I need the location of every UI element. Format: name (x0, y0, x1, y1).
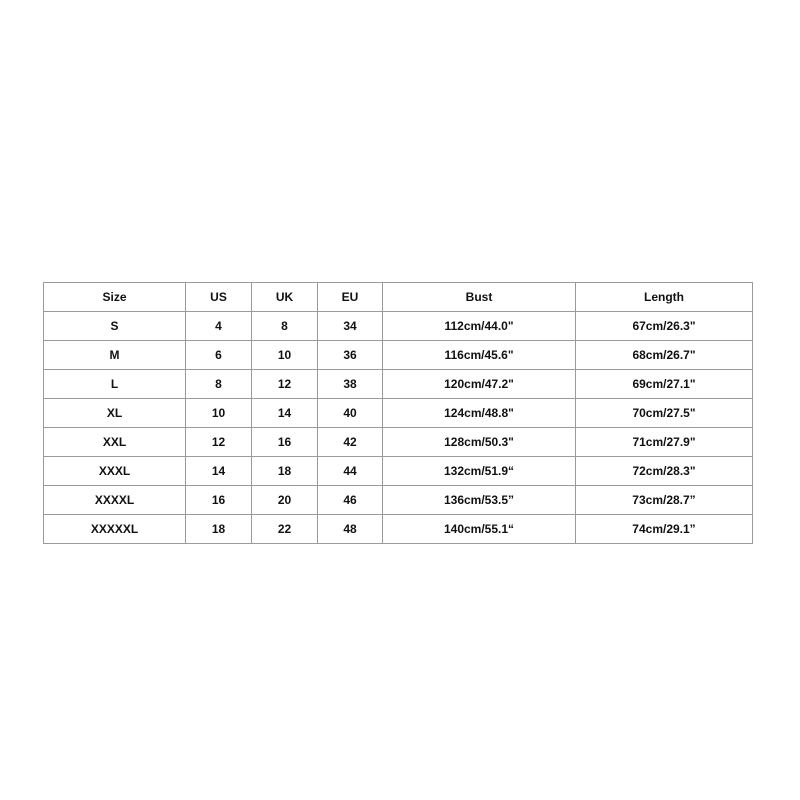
cell-length: 69cm/27.1" (576, 370, 753, 399)
cell-eu: 40 (318, 399, 383, 428)
cell-size: XXXL (44, 457, 186, 486)
table-row (44, 312, 753, 341)
header-uk: UK (252, 283, 318, 312)
cell-uk: 8 (252, 312, 318, 341)
cell-uk: 20 (252, 486, 318, 515)
cell-bust: 112cm/44.0" (383, 312, 576, 341)
cell-us: 6 (186, 341, 252, 370)
header-eu: EU (318, 283, 383, 312)
cell-length: 70cm/27.5" (576, 399, 753, 428)
cell-eu: 36 (318, 341, 383, 370)
cell-bust: 116cm/45.6" (383, 341, 576, 370)
cell-length: 71cm/27.9" (576, 428, 753, 457)
header-us: US (186, 283, 252, 312)
cell-eu: 46 (318, 486, 383, 515)
table-row (44, 515, 753, 544)
cell-bust: 128cm/50.3" (383, 428, 576, 457)
cell-length: 67cm/26.3" (576, 312, 753, 341)
table-header-row (44, 283, 753, 312)
cell-bust: 136cm/53.5” (383, 486, 576, 515)
cell-size: XL (44, 399, 186, 428)
cell-us: 14 (186, 457, 252, 486)
table-row (44, 399, 753, 428)
cell-us: 8 (186, 370, 252, 399)
cell-us: 12 (186, 428, 252, 457)
cell-size: S (44, 312, 186, 341)
cell-bust: 132cm/51.9“ (383, 457, 576, 486)
table-row (44, 486, 753, 515)
cell-us: 10 (186, 399, 252, 428)
table-row (44, 341, 753, 370)
cell-eu: 34 (318, 312, 383, 341)
table-row (44, 370, 753, 399)
cell-length: 73cm/28.7” (576, 486, 753, 515)
cell-eu: 42 (318, 428, 383, 457)
cell-uk: 14 (252, 399, 318, 428)
cell-us: 4 (186, 312, 252, 341)
cell-uk: 22 (252, 515, 318, 544)
header-length: Length (576, 283, 753, 312)
cell-size: M (44, 341, 186, 370)
cell-size: XXXXL (44, 486, 186, 515)
cell-size: XXL (44, 428, 186, 457)
header-bust: Bust (383, 283, 576, 312)
cell-bust: 140cm/55.1“ (383, 515, 576, 544)
size-chart-table (43, 282, 753, 544)
cell-bust: 120cm/47.2" (383, 370, 576, 399)
cell-eu: 38 (318, 370, 383, 399)
cell-size: L (44, 370, 186, 399)
table-row (44, 457, 753, 486)
cell-eu: 48 (318, 515, 383, 544)
header-size: Size (44, 283, 186, 312)
cell-bust: 124cm/48.8" (383, 399, 576, 428)
cell-eu: 44 (318, 457, 383, 486)
table-row (44, 428, 753, 457)
cell-uk: 18 (252, 457, 318, 486)
cell-size: XXXXXL (44, 515, 186, 544)
cell-uk: 10 (252, 341, 318, 370)
cell-length: 74cm/29.1” (576, 515, 753, 544)
cell-uk: 16 (252, 428, 318, 457)
cell-length: 68cm/26.7" (576, 341, 753, 370)
cell-us: 16 (186, 486, 252, 515)
cell-uk: 12 (252, 370, 318, 399)
cell-length: 72cm/28.3" (576, 457, 753, 486)
cell-us: 18 (186, 515, 252, 544)
